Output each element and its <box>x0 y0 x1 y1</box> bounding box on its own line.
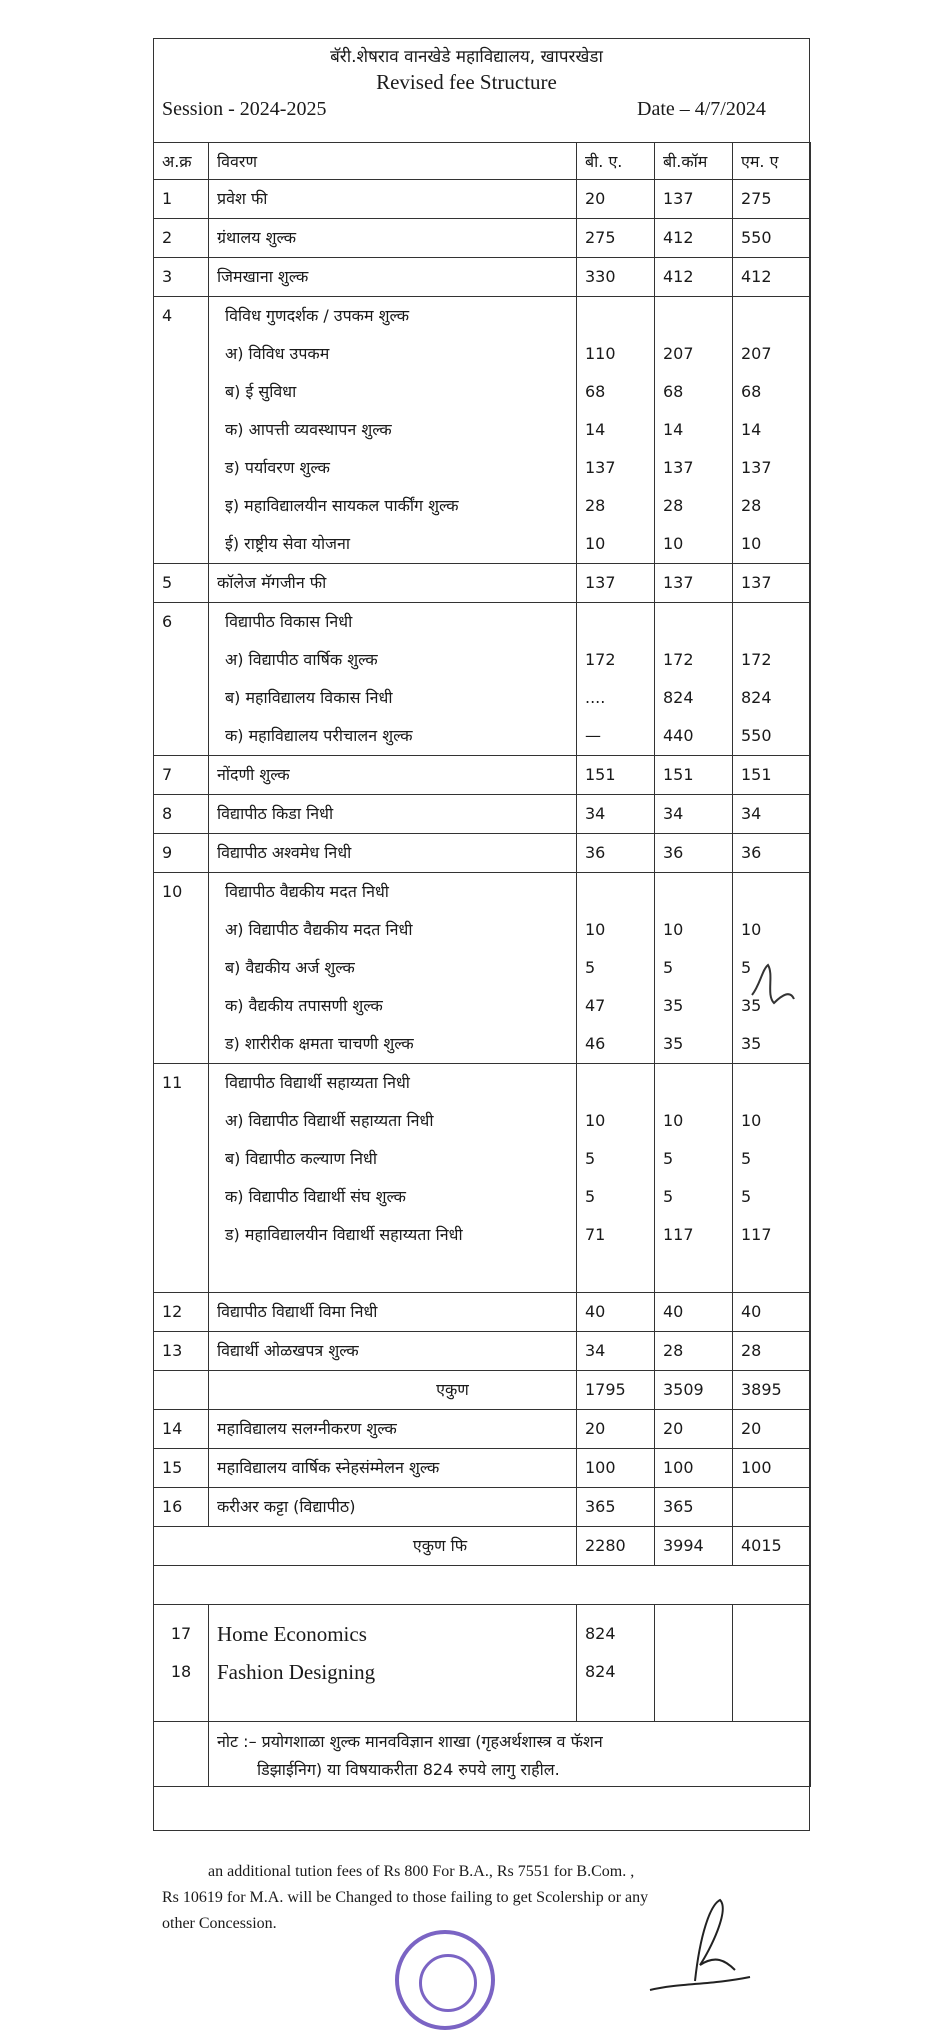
bcom-fee: 35 <box>663 1034 684 1053</box>
bcom-fee: 68 <box>663 382 684 401</box>
ba-fee: 5 <box>585 1187 596 1206</box>
row-number: 2 <box>154 219 209 258</box>
col-header-description: विवरण <box>209 143 577 180</box>
college-stamp-icon <box>395 1930 495 2030</box>
bcom-fee: 14 <box>663 420 684 439</box>
row-label: नोंदणी शुल्क <box>209 756 577 795</box>
ma-fee: 34 <box>733 795 811 834</box>
sub-item-label: ड) महाविद्यालयीन विद्यार्थी सहाय्यता निधी <box>225 1225 463 1244</box>
table-row-group <box>154 873 811 1064</box>
footer-line: other Concession. <box>162 1915 277 1932</box>
table-row <box>154 1293 811 1332</box>
row-number: 14 <box>154 1410 209 1449</box>
ma-fee: 550 <box>733 219 811 258</box>
grand-total-label: एकुण फि <box>154 1527 577 1566</box>
ma-fee-group <box>733 603 811 756</box>
row-label: करीअर कट्टा (विद्यापीठ) <box>209 1488 577 1527</box>
table-row-group <box>154 603 811 756</box>
ma-fee: 36 <box>733 834 811 873</box>
bcom-fee-group <box>655 873 733 1064</box>
ba-total: 2280 <box>577 1527 655 1566</box>
ba-fee-group <box>577 873 655 1064</box>
row-label: विद्यापीठ किडा निधी <box>209 795 577 834</box>
table-row-group <box>154 1064 811 1293</box>
bcom-subtotal: 3509 <box>655 1371 733 1410</box>
sub-item-label: ड) पर्यावरण शुल्क <box>225 458 330 477</box>
ba-fee: 275 <box>577 219 655 258</box>
fee-table <box>153 142 811 1787</box>
ma-fee: 68 <box>741 382 762 401</box>
bcom-fee: 137 <box>663 458 694 477</box>
ma-fee: 100 <box>733 1449 811 1488</box>
bcom-fee-group <box>655 297 733 564</box>
table-row <box>154 795 811 834</box>
row-label: ग्रंथालय शुल्क <box>209 219 577 258</box>
ma-fee: 5 <box>741 958 752 977</box>
row-number: 7 <box>154 756 209 795</box>
sub-item-label: अ) विद्यापीठ वैद्यकीय मदत निधी <box>225 920 413 939</box>
col-header-bcom: बी.कॉम <box>655 143 733 180</box>
sub-item-label: ई) राष्ट्रीय सेवा योजना <box>225 534 350 553</box>
row-label: विद्यापीठ विद्यार्थी सहाय्यता निधी <box>225 1073 410 1092</box>
ma-fee: 35 <box>741 1034 762 1053</box>
row-number: 13 <box>154 1332 209 1371</box>
bcom-fee: 365 <box>655 1488 733 1527</box>
ba-fee: .... <box>585 688 606 707</box>
ba-fee: 34 <box>577 795 655 834</box>
ma-fee-group <box>733 1064 811 1293</box>
bcom-fee: 36 <box>655 834 733 873</box>
ma-fee: 10 <box>741 920 762 939</box>
bcom-fee: 10 <box>663 534 684 553</box>
note <box>209 1722 811 1787</box>
bcom-fee: 172 <box>663 650 694 669</box>
row-number: 8 <box>154 795 209 834</box>
ba-fee-group <box>577 603 655 756</box>
ma-fee: 550 <box>741 726 772 745</box>
ba-fee: 137 <box>585 458 616 477</box>
ma-subtotal: 3895 <box>733 1371 811 1410</box>
ba-fee: 5 <box>585 1149 596 1168</box>
table-row <box>154 834 811 873</box>
row-number: 10 <box>162 882 183 901</box>
ba-fee: 47 <box>585 996 606 1015</box>
sub-item-label: ब) महाविद्यालय विकास निधी <box>225 688 393 707</box>
table-row <box>154 1488 811 1527</box>
ma-fee: 28 <box>733 1332 811 1371</box>
bcom-fee: 151 <box>655 756 733 795</box>
row-label: विद्यापीठ विद्यार्थी विमा निधी <box>209 1293 577 1332</box>
table-row <box>154 258 811 297</box>
ba-fee: 110 <box>585 344 616 363</box>
ba-fee: 330 <box>577 258 655 297</box>
row-label: प्रवेश फी <box>209 180 577 219</box>
ba-fee-group <box>577 297 655 564</box>
ma-fee: 10 <box>741 534 762 553</box>
row-label: महाविद्यालय वार्षिक स्नेहसंम्मेलन शुल्क <box>209 1449 577 1488</box>
ma-fee: 5 <box>741 1149 752 1168</box>
row-number: 5 <box>154 564 209 603</box>
ba-fee: 34 <box>577 1332 655 1371</box>
bcom-fee: 20 <box>655 1410 733 1449</box>
ma-fee: 207 <box>741 344 772 363</box>
table-row <box>154 756 811 795</box>
row-number: 11 <box>162 1073 183 1092</box>
col-header-ba: बी. ए. <box>577 143 655 180</box>
table-row <box>154 1332 811 1371</box>
row-label: विद्यार्थी ओळखपत्र शुल्क <box>209 1332 577 1371</box>
bcom-fee: 40 <box>655 1293 733 1332</box>
session-label: Session - 2024-2025 <box>162 98 327 120</box>
row-number: 4 <box>162 306 173 325</box>
sub-item-label: ब) वैद्यकीय अर्ज शुल्क <box>225 958 355 977</box>
bcom-fee: 824 <box>663 688 694 707</box>
table-row <box>154 180 811 219</box>
ma-fee: 35 <box>741 996 762 1015</box>
sub-item-label: क) आपत्ती व्यवस्थापन शुल्क <box>225 420 392 439</box>
row-label: जिमखाना शुल्क <box>209 258 577 297</box>
bcom-fee: 10 <box>663 920 684 939</box>
bcom-fee: 100 <box>655 1449 733 1488</box>
row-label: विद्यापीठ अश्वमेध निधी <box>209 834 577 873</box>
row-label-group <box>209 1064 577 1293</box>
bcom-fee-group <box>655 603 733 756</box>
sub-item-label: अ) विद्यापीठ विद्यार्थी सहाय्यता निधी <box>225 1111 434 1130</box>
table-header-row <box>154 143 811 180</box>
bcom-fee: 117 <box>663 1225 694 1244</box>
row-label-group <box>209 603 577 756</box>
ma-fee: 117 <box>741 1225 772 1244</box>
ba-fee: 14 <box>585 420 606 439</box>
sub-item-label: क) विद्यापीठ विद्यार्थी संघ शुल्क <box>225 1187 406 1206</box>
row-number: 15 <box>154 1449 209 1488</box>
row-label: Home Economics <box>217 1622 367 1646</box>
bcom-fee: 137 <box>655 180 733 219</box>
row-number: 16 <box>154 1488 209 1527</box>
ba-fee: 365 <box>577 1488 655 1527</box>
grand-total-row <box>154 1527 811 1566</box>
signature-icon <box>640 1895 760 2000</box>
ba-fee: 137 <box>577 564 655 603</box>
table-row <box>154 1410 811 1449</box>
row-label: विद्यापीठ वैद्यकीय मदत निधी <box>225 882 389 901</box>
blank-row <box>154 1566 811 1605</box>
bcom-fee: 5 <box>663 1149 674 1168</box>
bcom-fee: 440 <box>663 726 694 745</box>
ma-fee: 137 <box>733 564 811 603</box>
table-row <box>154 1449 811 1488</box>
ma-fee: 10 <box>741 1111 762 1130</box>
ba-fee: 151 <box>577 756 655 795</box>
sub-item-label: ब) ई सुविधा <box>225 382 297 401</box>
ba-fee: 10 <box>585 1111 606 1130</box>
ba-fee: 824 <box>585 1624 616 1643</box>
ba-fee: 10 <box>585 534 606 553</box>
tick-mark-icon <box>748 955 798 1015</box>
row-number: 18 <box>170 1662 192 1681</box>
bcom-fee: 10 <box>663 1111 684 1130</box>
sub-item-label: ब) विद्यापीठ कल्याण निधी <box>225 1149 378 1168</box>
row-number: 3 <box>154 258 209 297</box>
ma-fee: 412 <box>733 258 811 297</box>
bcom-fee: 28 <box>663 496 684 515</box>
document-title: Revised fee Structure <box>376 70 557 94</box>
ba-fee: 10 <box>585 920 606 939</box>
ma-fee: 824 <box>741 688 772 707</box>
table-row <box>154 219 811 258</box>
ba-fee-group <box>577 1064 655 1293</box>
bcom-fee: 137 <box>655 564 733 603</box>
col-header-srno: अ.क्र <box>154 143 209 180</box>
ma-fee: 20 <box>733 1410 811 1449</box>
sub-item-label: अ) विविध उपकम <box>225 344 330 363</box>
ba-fee: 20 <box>577 180 655 219</box>
row-label: विद्यापीठ विकास निधी <box>225 612 353 631</box>
row-label-group <box>209 873 577 1064</box>
lab-fee-rows <box>154 1605 811 1722</box>
bcom-fee: 5 <box>663 1187 674 1206</box>
ma-fee: 151 <box>733 756 811 795</box>
subtotal-label: एकुण <box>209 1371 577 1410</box>
ba-fee: 172 <box>585 650 616 669</box>
ba-fee: 71 <box>585 1225 606 1244</box>
ma-fee: 5 <box>741 1187 752 1206</box>
ma-fee: 172 <box>741 650 772 669</box>
note-line: नोट :– प्रयोगशाळा शुल्क मानवविज्ञान शाखा (गृहअर्थशास्त्र व फॅशन <box>217 1732 603 1751</box>
row-label: Fashion Designing <box>217 1660 376 1684</box>
row-number: 1 <box>154 180 209 219</box>
ma-fee-group <box>733 297 811 564</box>
date-label: Date – 4/7/2024 <box>637 98 766 120</box>
bcom-fee: 412 <box>655 258 733 297</box>
ba-fee: 5 <box>585 958 596 977</box>
ma-fee: 14 <box>741 420 762 439</box>
row-number: 17 <box>170 1624 192 1643</box>
sub-item-label: अ) विद्यापीठ वार्षिक शुल्क <box>225 650 378 669</box>
bcom-fee: 28 <box>655 1332 733 1371</box>
college-name: बॅरी.शेषराव वानखेडे महाविद्यालय, खापरखेडा <box>330 47 603 67</box>
ma-fee: 137 <box>741 458 772 477</box>
footer-line: an additional tution fees of Rs 800 For B.A., Rs 7551 for B.Com. , <box>208 1863 635 1880</box>
bcom-fee: 207 <box>663 344 694 363</box>
sub-item-label: इ) महाविद्यालयीन सायकल पार्कींग शुल्क <box>225 496 459 515</box>
bcom-total: 3994 <box>655 1527 733 1566</box>
row-number: 6 <box>162 612 173 631</box>
ba-subtotal: 1795 <box>577 1371 655 1410</box>
stamp-inner-ring <box>419 1954 477 2012</box>
ma-fee: 28 <box>741 496 762 515</box>
ma-fee <box>733 1488 811 1527</box>
bcom-fee: 412 <box>655 219 733 258</box>
footer-line: Rs 10619 for M.A. will be Changed to those failing to get Scolership or any <box>162 1889 649 1906</box>
subtotal-row <box>154 1371 811 1410</box>
ba-fee: 20 <box>577 1410 655 1449</box>
ba-fee: — <box>585 726 601 745</box>
ba-fee: 68 <box>585 382 606 401</box>
bcom-fee: 34 <box>655 795 733 834</box>
bcom-fee: 35 <box>663 996 684 1015</box>
sub-item-label: ड) शारीरीक क्षमता चाचणी शुल्क <box>225 1034 414 1053</box>
sub-item-label: क) वैद्यकीय तपासणी शुल्क <box>225 996 383 1015</box>
bcom-fee: 5 <box>663 958 674 977</box>
row-label-group <box>209 297 577 564</box>
ba-fee: 28 <box>585 496 606 515</box>
row-number: 9 <box>154 834 209 873</box>
ma-total: 4015 <box>733 1527 811 1566</box>
note-line: डिझाईनिग) या विषयाकरीता 824 रुपये लागु राहील. <box>257 1760 560 1779</box>
table-row-group <box>154 297 811 564</box>
ma-fee: 40 <box>733 1293 811 1332</box>
ba-fee: 40 <box>577 1293 655 1332</box>
note-row <box>154 1722 811 1787</box>
table-row <box>154 564 811 603</box>
ba-fee: 36 <box>577 834 655 873</box>
row-label: विविध गुणदर्शक / उपकम शुल्क <box>225 306 409 325</box>
row-label: महाविद्यालय सलग्नीकरण शुल्क <box>209 1410 577 1449</box>
ba-fee: 824 <box>585 1662 616 1681</box>
sub-item-label: क) महाविद्यालय परीचालन शुल्क <box>225 726 413 745</box>
ma-fee: 275 <box>733 180 811 219</box>
bcom-fee-group <box>655 1064 733 1293</box>
row-number: 12 <box>154 1293 209 1332</box>
col-header-ma: एम. ए <box>733 143 811 180</box>
ba-fee: 46 <box>585 1034 606 1053</box>
ba-fee: 100 <box>577 1449 655 1488</box>
row-label: कॉलेज मॅगजीन फी <box>209 564 577 603</box>
